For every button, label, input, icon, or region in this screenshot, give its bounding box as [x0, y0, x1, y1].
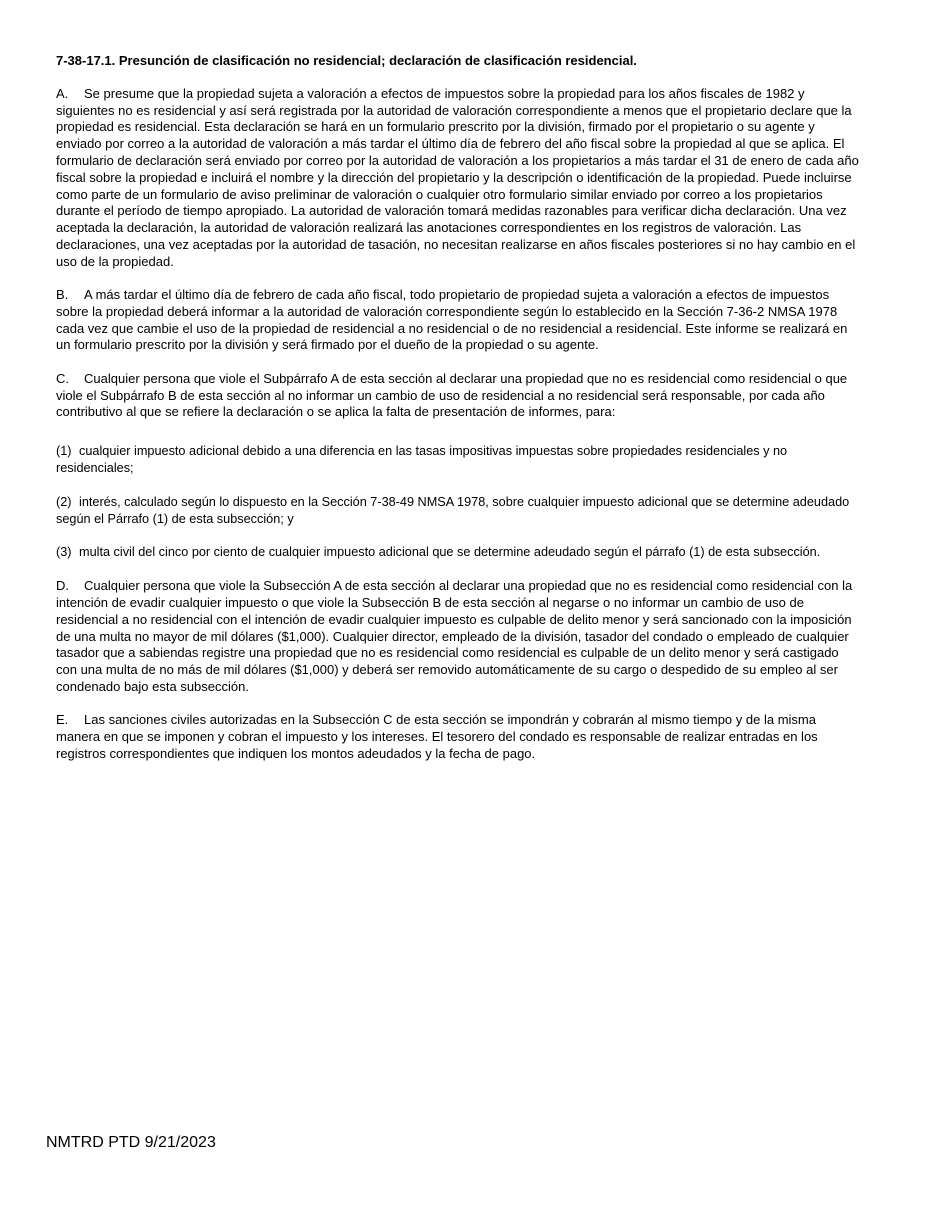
paragraph-d	[56, 578, 860, 696]
paragraph-text: Las sanciones civiles autorizadas en la Subsección C de esta sección se impondrán y cobrarán al mismo tiempo y de la misma manera en que se imponen y cobran el impuesto y los intereses. El tesorero del condado es responsable de realizar entradas en los registros correspondientes que indiquen los montos adeudados y la fecha de pago.	[56, 712, 818, 761]
paragraph-letter: E.	[56, 712, 69, 728]
subitem-text: interés, calculado según lo dispuesto en la Sección 7-38-49 NMSA 1978, sobre cualquier impuesto adicional que se determine adeudado según el Párrafo (1) de esta subsección; y	[56, 494, 850, 526]
paragraph-text: Cualquier persona que viole la Subsección A de esta sección al declarar una propiedad que no es residencial como residencial con la intención de evadir cualquier impuesto o que viole la Subsección B de esta sección al negarse o no informar un cambio de uso de residencial a no residencial con el intención de evadir cualquier impuesto es culpable de delito menor y será sancionado con la imposición de una multa no mayor de mil dólares ($1,000). Cualquier director, empleado de la división, tasador del condado o empleado de cualquier tasador que a sabiendas registre una propiedad que no es residencial como residencial es culpable de un delito menor y será castigado con una multa de no más de mil dólares ($1,000) y deberá ser removido automáticamente de su cargo o despedido de su empleo al ser condenado bajo esta subsección.	[56, 578, 853, 694]
paragraph-e	[56, 712, 860, 762]
paragraph-text: Cualquier persona que viole el Subpárrafo A de esta sección al declarar una propiedad que no es residencial como residencial o que viole el Subpárrafo B de esta sección al no informar un cambio de uso de residencial a no residencial será responsable, por cada año contributivo al que se refiere la declaración o se aplica la falta de presentación de informes, para:	[56, 370, 848, 420]
document-body	[56, 53, 860, 779]
paragraph-c	[56, 371, 860, 421]
subitem-text: multa civil del cinco por ciento de cualquier impuesto adicional que se determine adeudado según el párrafo (1) de esta subsección.	[79, 545, 821, 560]
paragraph-b	[56, 287, 860, 354]
subitem-1	[56, 443, 860, 477]
section-title: 7-38-17.1. Presunción de clasificación no residencial; declaración de clasificación residencial.	[56, 53, 637, 68]
subitem-2	[56, 494, 860, 528]
paragraph-text: A más tardar el último día de febrero de cada año fiscal, todo propietario de propiedad sujeta a valoración a efectos de impuestos sobre la propiedad deberá informar a la autoridad de valoración correspondiente según lo establecido en la Sección 7-36-2 NMSA 1978 cada vez que cambie el uso de la propiedad de residencial a no residencial o de no residencial a residencial. Este informe se realizará en un formulario prescrito por la división y será firmado por el dueño de la propiedad o su agente.	[56, 287, 848, 353]
paragraph-letter: D.	[56, 578, 69, 594]
paragraph-letter: B.	[56, 287, 69, 303]
subitem-3	[56, 544, 860, 561]
subitem-text: cualquier impuesto adicional debido a una diferencia en las tasas impositivas impuestas sobre propiedades residenciales y no residenciales;	[56, 444, 788, 475]
subitem-number: (2)	[56, 494, 72, 509]
paragraph-a	[56, 86, 860, 271]
subitem-number: (3)	[56, 545, 72, 560]
paragraph-text: Se presume que la propiedad sujeta a valoración a efectos de impuestos sobre la propiedad para los años fiscales de 1982 y siguientes no es residencial y así será registrada por la autoridad de valoración correspondiente a menos que el propietario declare que la propiedad es residencial. Esta declaración se hará en un formulario prescrito por la división, firmado por el propietario o su agente y enviado por correo a la autoridad de valoración a más tardar el último día de febrero del año fiscal sobre la propiedad al que se aplica. El formulario de declaración será enviado por correo por la autoridad de valoración a los propietarios a más tardar el 31 de enero de cada año fiscal sobre la propiedad e incluirá el nombre y la dirección del propietario y la descripción o identificación de la propiedad. Puede incluirse como parte de un formulario de aviso preliminar de valoración o cualquier otro formulario similar enviado por correo a los propietarios durante el período de tiempo apropiado. La autoridad de valoración tomará medidas razonables para verificar dicha declaración. Una vez aceptada la declaración, la autoridad de valoración realizará las anotaciones correspondientes en los registros de valoración. Las declaraciones, una vez aceptadas por la autoridad de tasación, no necesitan realizarse en años fiscales posteriores si no hay cambio en el uso de la propiedad.	[56, 85, 859, 269]
footer-revision: NMTRD PTD 9/21/2023	[46, 1134, 216, 1151]
subitem-number: (1)	[56, 444, 72, 459]
paragraph-letter: A.	[56, 85, 69, 101]
paragraph-letter: C.	[56, 370, 69, 386]
